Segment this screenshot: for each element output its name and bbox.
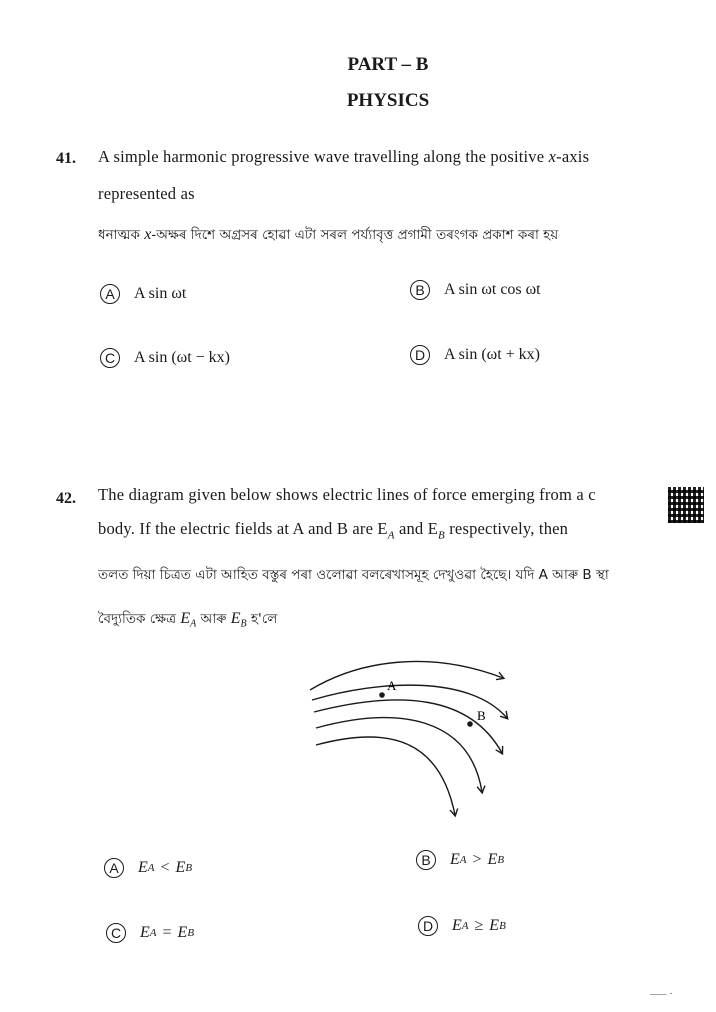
question-41-number: 41. [56,150,76,167]
question-41-assamese: ধনাত্মক x-অক্ষৰ দিশে অগ্রসৰ হোৱা এটা সৰল পৰ্য্যাবৃত্ত প্ৰগামী তৰংগক প্ৰকাশ কৰা হয় [98,226,559,243]
question-41-text-line1: A simple harmonic progressive wave travelling along the positive x-axis [98,147,590,166]
option-c-badge: C [106,923,126,943]
option-b-badge: B [416,850,436,870]
q42-option-c[interactable]: C E A = E B [106,923,194,943]
part-heading: PART – B [347,54,429,75]
point-b-label: B [477,708,486,723]
q41-option-d[interactable]: D A sin (ωt + kx) [410,345,540,365]
subject-heading: PHYSICS [346,90,430,111]
option-d-badge: D [418,916,438,936]
question-42-assamese-line2: বৈদ্যুতিক ক্ষেত্ৰ $E_A$ আৰু $E_B$ হ'লে [98,610,278,630]
option-d-badge: D [410,345,430,365]
question-42-assamese-line1: তলত দিয়া চিত্ৰত এটা আহিত বস্তুৰ পৰা ওলোৱা বলৰেখাসমূহ দেখুওৱা হৈছে। যদি A আৰু B স্থা [98,567,609,583]
question-42-text-line2: body. If the electric fields at A and B are $E_A$ and $E_B$ respectively, then [98,519,569,542]
q42-option-b[interactable]: B E A > E B [416,850,504,870]
option-a-badge: A [104,858,124,878]
q41-option-c[interactable]: C A sin (ωt − kx) [100,348,230,368]
q41-option-a[interactable]: A A sin ωt [100,284,186,304]
footer-mark: ––– · [650,988,673,1000]
field-line-4 [316,718,482,792]
point-a-label: A [387,678,397,693]
question-41-text-line2: represented as [98,184,195,203]
option-b-badge: B [410,280,430,300]
question-42-text-line1: The diagram given below shows electric lines of force emerging from a c [98,485,596,504]
option-c-badge: C [100,348,120,368]
point-a-dot [379,692,385,698]
question-42-number: 42. [56,490,76,507]
option-a-badge: A [100,284,120,304]
q41-option-b[interactable]: B A sin ωt cos ωt [410,280,541,300]
q42-option-a[interactable]: A E A < E B [104,858,192,878]
q42-option-d[interactable]: D E A ≥ E B [418,916,506,936]
point-b-dot [467,721,473,727]
field-line-5 [316,737,455,815]
